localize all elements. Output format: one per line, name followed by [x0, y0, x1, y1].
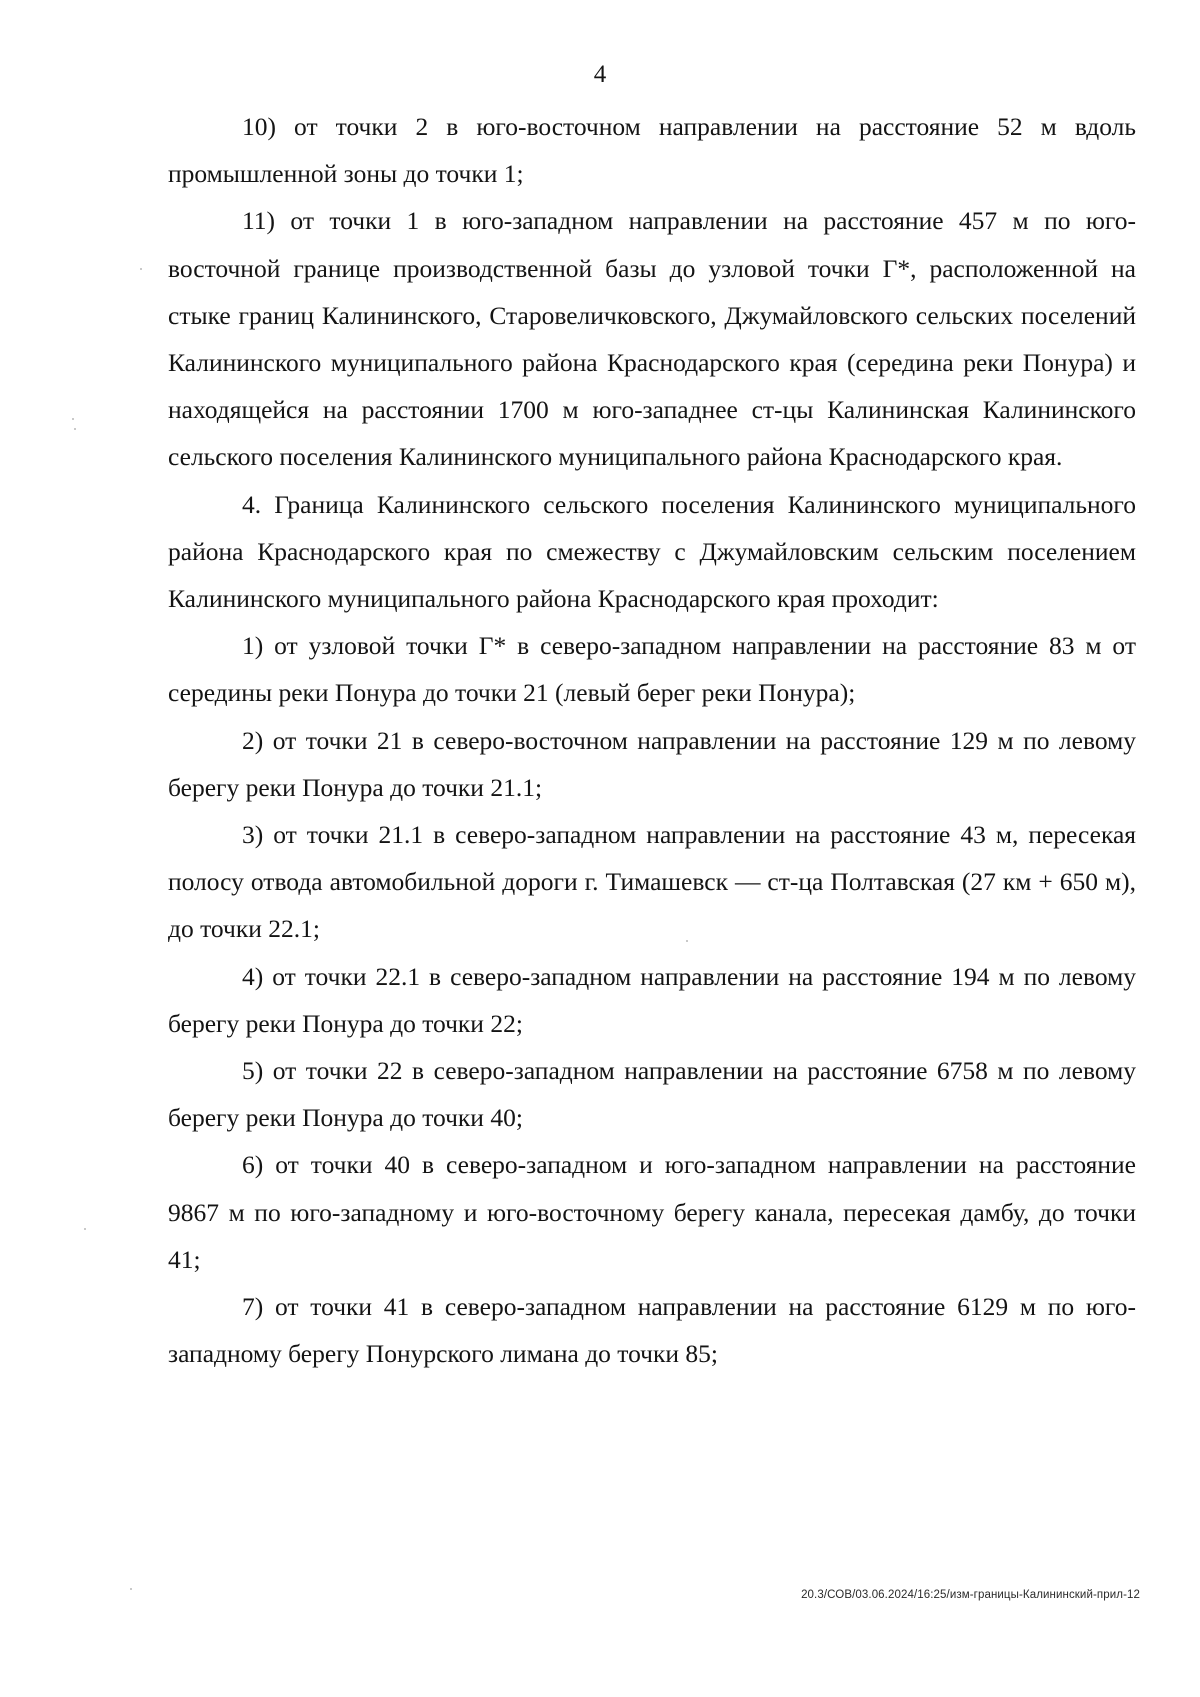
- paragraph-item-3: 3) от точки 21.1 в северо-западном направлении на расстояние 43 м, пересекая полосу отвода автомобильной дороги г. Тимашевск — ст-ца Полтавская (27 км + 650 м), до точки 22.1;: [168, 820, 1136, 944]
- paragraph-item-2: 2) от точки 21 в северо-восточном направлении на расстояние 129 м по левому берегу реки Понура до точки 21.1;: [168, 725, 1136, 802]
- scan-speck: [72, 418, 74, 420]
- scan-speck: [130, 1588, 132, 1590]
- paragraph-item-4: 4) от точки 22.1 в северо-западном направлении на расстояние 194 м по левому берегу реки Понура до точки 22;: [168, 961, 1136, 1038]
- scan-speck: [686, 940, 688, 942]
- scan-speck: [74, 428, 76, 430]
- scan-speck: [140, 268, 142, 270]
- document-body: [168, 103, 1136, 1377]
- page-number: 4: [593, 61, 607, 88]
- paragraph-item-11: 11) от точки 1 в юго-западном направлении на расстояние 457 м по юго-восточной границе производственной базы до узловой точки Г*, расположенной на стыке границ Калининского, Старовеличковского, Джумайловского сельских поселений Калининского муниципального района Краснодарского края (середина реки Понура) и находящейся на расстоянии 1700 м юго-западнее ст-цы Калининская Калининского сельского поселения Калининского муниципального района Краснодарского края.: [168, 206, 1136, 472]
- paragraph-item-10: 10) от точки 2 в юго-восточном направлении на расстояние 52 м вдоль промышленной зоны до точки 1;: [168, 112, 1136, 189]
- paragraph-item-6: 6) от точки 40 в северо-западном и юго-западном направлении на расстояние 9867 м по юго-западному и юго-восточному берегу канала, пересекая дамбу, до точки 41;: [168, 1150, 1136, 1274]
- paragraph-section-4: 4. Граница Калининского сельского поселения Калининского муниципального района Краснодарского края по смежеству с Джумайловским сельским поселением Калининского муниципального района Краснодарского края проходит:: [168, 489, 1136, 614]
- document-footer-code: 20.3/СОВ/03.06.2024/16:25/изм-границы-Калининский-прил-12: [801, 1589, 1140, 1601]
- paragraph-item-1: 1) от узловой точки Г* в северо-западном направлении на расстояние 83 м от середины реки Понура до точки 21 (левый берег реки Понура);: [168, 631, 1136, 708]
- paragraph-item-5: 5) от точки 22 в северо-западном направлении на расстояние 6758 м по левому берегу реки Понура до точки 40;: [168, 1056, 1136, 1133]
- paragraph-item-7: 7) от точки 41 в северо-западном направлении на расстояние 6129 м по юго-западному берегу Понурского лимана до точки 85;: [168, 1292, 1136, 1369]
- scan-speck: [84, 1228, 86, 1230]
